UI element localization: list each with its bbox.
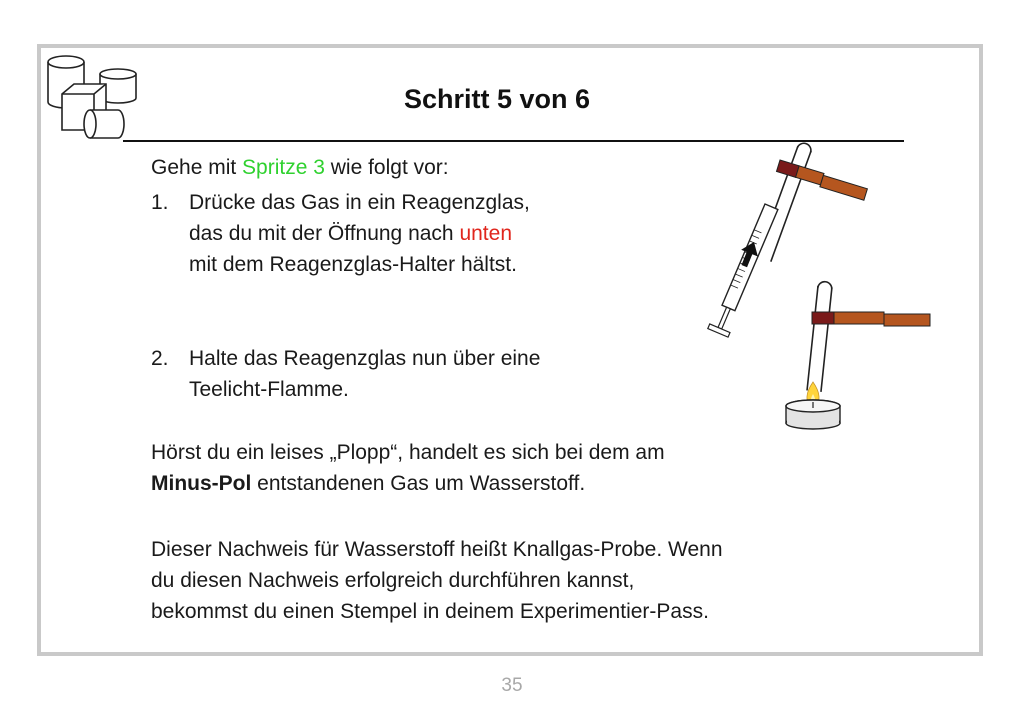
syringe-highlight: Spritze 3 xyxy=(242,156,325,179)
result-line1: Hörst du ein leises „Plopp“, handelt es sich bei dem am xyxy=(151,441,665,464)
result-line2 xyxy=(151,468,585,499)
test-tube-bottom xyxy=(807,281,832,392)
step2-number: 2. xyxy=(151,347,169,370)
downward-highlight: unten xyxy=(459,222,513,245)
step1-number: 1. xyxy=(151,191,169,214)
test-tube-holder-bottom xyxy=(812,312,930,326)
tealight-icon xyxy=(786,400,840,429)
step1-line2-prefix: das du mit der Öffnung nach xyxy=(189,222,460,245)
syringe-icon xyxy=(708,202,782,337)
page-title: Schritt 5 von 6 xyxy=(404,84,591,114)
intro-line xyxy=(151,152,449,183)
step1-line3: mit dem Reagenzglas-Halter hältst. xyxy=(189,253,517,276)
test-tube-top xyxy=(758,141,813,261)
step1-line1: Drücke das Gas in ein Reagenzglas, xyxy=(189,191,530,214)
result-line2-rest: entstandenen Gas um Wasserstoff. xyxy=(251,472,586,495)
closing-line2: du diesen Nachweis erfolgreich durchführen kannst, xyxy=(151,569,635,592)
step1-line2 xyxy=(189,218,512,249)
experiment-illustration xyxy=(690,140,940,430)
test-tube-holder-top xyxy=(776,160,868,200)
step2-line1: Halte das Reagenzglas nun über eine xyxy=(189,347,541,370)
intro-suffix: wie folgt vor: xyxy=(324,156,449,179)
page-number: 35 xyxy=(501,675,523,696)
shapes-logo-icon xyxy=(42,52,142,144)
closing-line3: bekommst du einen Stempel in deinem Experimentier-Pass. xyxy=(151,600,709,623)
step2-line2: Teelicht-Flamme. xyxy=(189,378,349,401)
minus-pol-term: Minus-Pol xyxy=(151,472,252,495)
intro-prefix: Gehe mit xyxy=(151,156,243,179)
closing-line1: Dieser Nachweis für Wasserstoff heißt Knallgas-Probe. Wenn xyxy=(151,538,723,561)
